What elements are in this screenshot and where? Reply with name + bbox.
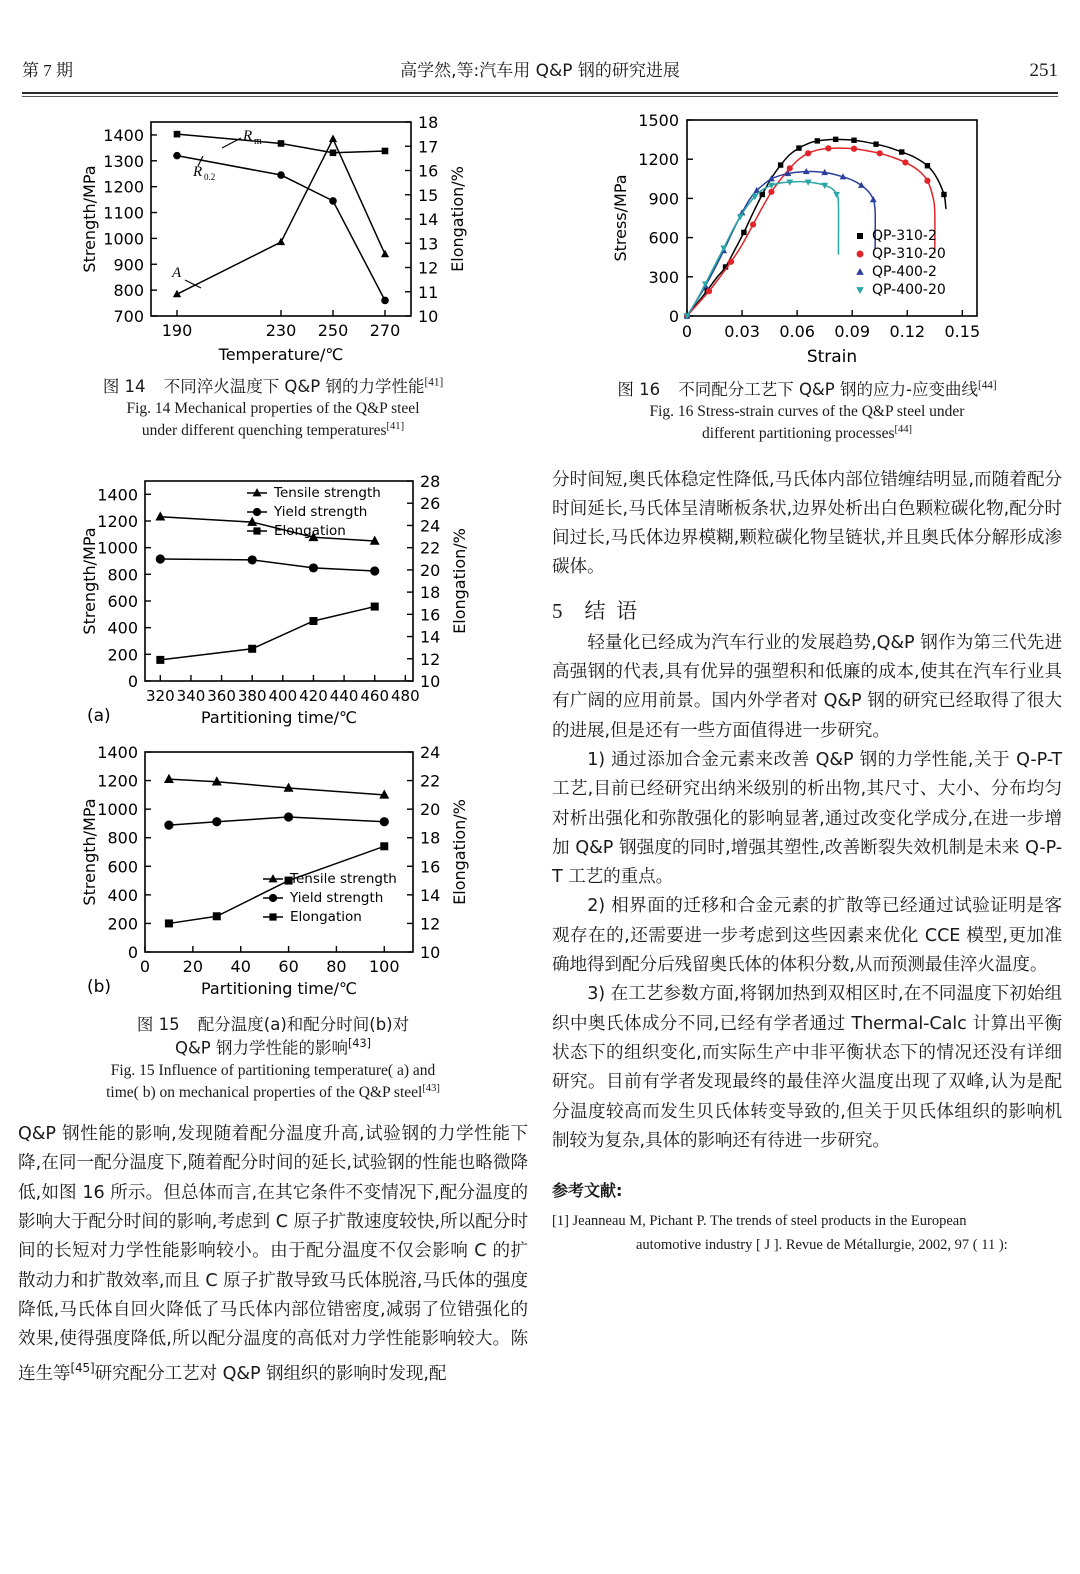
figure-16-caption-en-line2-wrap — [552, 423, 1062, 445]
svg-text:1500: 1500 — [638, 111, 679, 130]
references-heading: 参考文献: — [552, 1181, 623, 1201]
svg-text:Temperature/℃: Temperature/℃ — [218, 345, 344, 364]
svg-text:Strength/MPa: Strength/MPa — [80, 798, 99, 906]
reference-1-line1: [1] Jeanneau M, Pichant P. The trends of steel products in the European — [552, 1213, 967, 1230]
svg-text:60: 60 — [278, 956, 299, 976]
svg-text:700: 700 — [113, 307, 144, 326]
figure-14-caption-en-line2-wrap — [18, 420, 528, 442]
figure-16-caption-cn: 不同配分工艺下 Q&P 钢的应力-应变曲线 — [678, 380, 978, 399]
svg-text:420: 420 — [299, 686, 328, 705]
conclusion-point-1: 1) 通过添加合金元素来改善 Q&P 钢的力学性能,关于 Q-P-T 工艺,目前已经研究出纳米级别的析出物,其尺寸、大小、分布均匀对析出强化和弥散强化的影响显著,通过改变化学成分,在进一步增加 Q&P 钢强度的同时,增强其塑性,改善断裂失效机制是未来 Q-P-T 工艺的重点。 — [552, 749, 1062, 888]
figure-15-caption-en-ref: [43] — [422, 1082, 440, 1094]
svg-text:380: 380 — [237, 686, 267, 705]
svg-text:28: 28 — [420, 471, 441, 491]
svg-text:1200: 1200 — [97, 771, 138, 791]
svg-text:14: 14 — [420, 627, 441, 647]
svg-text:600: 600 — [107, 591, 138, 611]
svg-text:360: 360 — [207, 686, 236, 705]
svg-text:190: 190 — [161, 321, 193, 340]
svg-text:20: 20 — [420, 560, 441, 580]
svg-text:100: 100 — [369, 956, 400, 976]
running-head-title: 高学然,等:汽车用 Q&P 钢的研究进展 — [400, 61, 680, 81]
svg-text:A: A — [172, 265, 182, 281]
svg-text:Partitioning time/℃: Partitioning time/℃ — [200, 978, 358, 998]
svg-text:22: 22 — [420, 771, 441, 791]
svg-text:QP-400-20: QP-400-20 — [872, 282, 946, 298]
svg-text:Stress/MPa: Stress/MPa — [611, 174, 630, 262]
svg-text:(a): (a) — [87, 705, 111, 726]
svg-text:340: 340 — [176, 686, 206, 705]
right-column-body — [552, 466, 1062, 1258]
figure-15-caption-cn-line2: Q&P 钢力学性能的影响 — [174, 1038, 349, 1058]
figure-14-caption — [18, 375, 528, 443]
figure-16-caption-en-ref: [44] — [894, 424, 913, 436]
left-column-body — [18, 1120, 528, 1390]
svg-text:1000: 1000 — [103, 229, 144, 249]
svg-text:800: 800 — [113, 281, 144, 301]
svg-text:800: 800 — [107, 828, 138, 848]
svg-text:0.03: 0.03 — [724, 322, 760, 341]
svg-text:20: 20 — [420, 799, 441, 819]
svg-text:270: 270 — [369, 321, 401, 340]
svg-text:0.06: 0.06 — [779, 322, 815, 341]
left-paragraph-tail: 研究配分工艺对 Q&P 钢组织的影响时发现,配 — [94, 1364, 447, 1385]
svg-text:80: 80 — [326, 956, 347, 976]
svg-text:R: R — [193, 164, 203, 180]
figure-14-caption-cn-prefix: 图 14 — [102, 377, 146, 396]
svg-text:480: 480 — [391, 686, 420, 705]
svg-text:1400: 1400 — [103, 125, 144, 145]
right-paragraph-continued: 分时间短,奥氏体稳定性降低,马氏体内部位错缠结明显,而随着配分时间延长,马氏体呈清晰板条状,边界处析出白色颗粒碳化物,配分时间过长,马氏体边界模糊,颗粒碳化物呈链状,并且奥氏体分解形成渗碳体。 — [552, 469, 1062, 578]
svg-text:600: 600 — [107, 856, 138, 876]
svg-text:10: 10 — [420, 671, 441, 691]
svg-text:14: 14 — [420, 885, 441, 905]
running-head-issue: 第 7 期 — [22, 61, 73, 80]
figure-15b-plot — [73, 738, 473, 1003]
figure-15 — [18, 467, 528, 1105]
figure-16-caption-en-line1: Fig. 16 Stress-strain curves of the Q&P steel under — [649, 403, 965, 421]
figure-14-svg — [73, 104, 473, 369]
figure-15b-svg — [73, 738, 473, 1003]
svg-text:18: 18 — [420, 828, 441, 848]
running-head — [22, 56, 1058, 86]
svg-text:15: 15 — [418, 185, 439, 205]
svg-text:300: 300 — [648, 267, 679, 287]
figure-14-caption-cn-ref: [41] — [424, 376, 444, 389]
svg-text:11: 11 — [418, 282, 439, 302]
figure-15a-svg — [73, 467, 473, 732]
figure-15-caption-cn-line2-wrap — [18, 1036, 528, 1060]
figure-16 — [552, 104, 1062, 446]
svg-text:Elongation/%: Elongation/% — [450, 527, 469, 634]
svg-text:Elongation: Elongation — [290, 908, 362, 925]
svg-text:800: 800 — [107, 564, 138, 584]
svg-text:900: 900 — [648, 189, 679, 209]
svg-text:24: 24 — [420, 516, 441, 536]
svg-text:Elongation: Elongation — [274, 522, 346, 539]
svg-text:Elongation/%: Elongation/% — [450, 798, 469, 905]
svg-text:200: 200 — [107, 914, 138, 934]
figure-16-caption-cn-prefix: 图 16 — [617, 380, 661, 399]
conclusion-intro-paragraph: 轻量化已经成为汽车行业的发展趋势,Q&P 钢作为第三代先进高强钢的代表,具有优异的强塑积和低廉的成本,使其在汽车行业具有广阔的应用前景。国内外学者对 Q&P 钢的研究已经取得了很大的进展,但是还有一些方面值得进一步研究。 — [552, 632, 1062, 741]
svg-text:460: 460 — [360, 686, 390, 705]
figure-15-caption-en-line2-wrap — [18, 1082, 528, 1104]
svg-text:0: 0 — [668, 307, 679, 326]
figure-15-caption-cn-ref: [43] — [348, 1037, 372, 1050]
figure-15-caption-cn-line1: 配分温度(a)和配分时间(b)对 — [197, 1014, 410, 1034]
svg-text:230: 230 — [265, 321, 297, 340]
figure-16-plot — [592, 104, 1022, 372]
svg-text:1400: 1400 — [97, 484, 138, 504]
svg-text:0.09: 0.09 — [834, 322, 871, 341]
figure-14-caption-en-line1: Fig. 14 Mechanical properties of the Q&P steel — [126, 400, 420, 418]
left-paragraph — [18, 1120, 528, 1390]
svg-text:Strength/MPa: Strength/MPa — [80, 165, 99, 273]
svg-text:400: 400 — [107, 618, 138, 638]
figure-15-caption-cn-prefix: 图 15 — [136, 1014, 180, 1034]
svg-text:16: 16 — [418, 161, 439, 181]
conclusion-point-3: 3) 在工艺参数方面,将钢加热到双相区时,在不同温度下初始组织中奥氏体成分不同,已经有学者通过 Thermal-Calc 计算出平衡状态下的组织变化,而实际生产中非平衡状态下的情况还没有详细研究。目前有学者发现最终的最佳淬火温度出现了双峰,认为是配分温度较高而发生贝氏体转变导致的,但关于贝氏体组织的影响机制较为复杂,具体的影响还有待进一步研究。 — [552, 984, 1062, 1151]
svg-text:18: 18 — [418, 113, 439, 132]
svg-text:18: 18 — [420, 582, 441, 602]
svg-text:16: 16 — [420, 856, 441, 876]
svg-text:200: 200 — [107, 644, 138, 664]
svg-text:10: 10 — [418, 307, 439, 326]
section-number: 5 — [552, 598, 565, 623]
header-divider-rule — [22, 92, 1058, 97]
svg-text:0: 0 — [681, 322, 693, 341]
svg-text:600: 600 — [648, 228, 679, 248]
svg-text:26: 26 — [420, 493, 441, 513]
svg-text:13: 13 — [418, 234, 439, 254]
conclusion-point-2: 2) 相界面的迁移和合金元素的扩散等已经通过试验证明是客观存在的,还需要进一步考虑到这些因素来优化 CCE 模型,更加准确地得到配分后残留奥氏体的体积分数,从而预测最佳淬火温度。 — [552, 896, 1062, 976]
section-heading-conclusion — [552, 595, 1062, 625]
svg-text:0.2: 0.2 — [204, 172, 216, 182]
figure-14 — [18, 104, 528, 443]
figure-16-caption — [552, 378, 1062, 446]
figure-16-caption-en-line2: different partitioning processes — [701, 425, 895, 443]
svg-text:1000: 1000 — [97, 799, 138, 819]
svg-text:900: 900 — [113, 255, 144, 275]
figure-15a-plot — [73, 467, 473, 732]
svg-text:12: 12 — [420, 649, 441, 669]
svg-text:0.12: 0.12 — [889, 322, 926, 341]
svg-text:22: 22 — [420, 538, 441, 558]
left-column — [18, 104, 528, 1390]
svg-text:R: R — [243, 128, 253, 144]
svg-text:Yield strength: Yield strength — [290, 889, 384, 906]
reference-item — [552, 1209, 1062, 1257]
left-paragraph-text: Q&P 钢性能的影响,发现随着配分温度升高,试验钢的力学性能下降,在同一配分温度下,随着配分时间的延长,试验钢的性能也略微降低,如图 16 所示。但总体而言,在其它条件不变情况下,配分温度的影响大于配分时间的影响,考虑到 C 原子扩散速度较快,所以配分时间的长短对力学性能影响较小。由于配分温度不仅会影响 C 的扩散动力和扩散效率,而且 C 原子扩散导致马氏体脱溶,马氏体的强度降低,马氏体自回火降低了马氏体内部位错密度,减弱了位错强化的效果,使得强度降低,所以配分温度的高低对力学性能影响较大。陈连生等 — [18, 1124, 528, 1385]
svg-text:1000: 1000 — [97, 538, 138, 558]
figure-15-caption-en-line1: Fig. 15 Influence of partitioning temperature( a) and — [110, 1061, 436, 1079]
svg-text:1300: 1300 — [103, 151, 144, 171]
svg-text:10: 10 — [420, 942, 441, 962]
figure-16-svg — [592, 104, 1022, 372]
page-number: 251 — [1029, 60, 1058, 81]
svg-text:24: 24 — [420, 742, 441, 762]
svg-text:(b): (b) — [87, 976, 112, 997]
svg-text:QP-310-20: QP-310-20 — [872, 246, 946, 262]
figure-15-caption — [18, 1013, 528, 1105]
svg-text:40: 40 — [230, 956, 251, 976]
svg-text:0.15: 0.15 — [944, 322, 981, 341]
svg-text:400: 400 — [268, 686, 298, 705]
svg-text:Tensile strength: Tensile strength — [274, 484, 381, 501]
svg-text:1200: 1200 — [97, 511, 138, 531]
figure-15-caption-en-line2: time( b) on mechanical properties of the Q&P steel — [106, 1084, 423, 1102]
figure-14-caption-cn: 不同淬火温度下 Q&P 钢的力学性能 — [163, 377, 425, 396]
figure-14-plot — [73, 104, 473, 369]
section-title: 结 语 — [584, 598, 640, 623]
svg-text:Tensile strength: Tensile strength — [290, 870, 397, 887]
svg-text:Partitioning time/℃: Partitioning time/℃ — [200, 707, 358, 727]
svg-text:1200: 1200 — [638, 150, 679, 170]
figure-14-caption-en-ref: [41] — [386, 421, 405, 433]
svg-text:320: 320 — [145, 686, 175, 705]
svg-text:17: 17 — [418, 137, 439, 157]
svg-text:250: 250 — [317, 321, 349, 340]
svg-text:QP-310-2: QP-310-2 — [872, 228, 937, 244]
svg-text:1200: 1200 — [103, 177, 144, 197]
svg-text:0: 0 — [139, 956, 151, 976]
svg-text:QP-400-2: QP-400-2 — [872, 264, 937, 280]
svg-text:14: 14 — [418, 210, 439, 229]
svg-text:Yield strength: Yield strength — [274, 503, 368, 520]
figure-16-caption-cn-ref: [44] — [977, 379, 997, 392]
svg-text:0: 0 — [127, 671, 138, 691]
svg-text:440: 440 — [329, 686, 359, 705]
svg-text:400: 400 — [107, 885, 138, 905]
svg-text:12: 12 — [418, 258, 439, 278]
svg-text:Elongation/%: Elongation/% — [448, 166, 467, 272]
svg-text:Strain: Strain — [806, 347, 858, 367]
figure-14-caption-en-line2: under different quenching temperatures — [141, 422, 387, 440]
reference-1-line2: automotive industry [ J ]. Revue de Métallurgie, 2002, 97 ( 11 ): — [636, 1237, 1008, 1254]
svg-text:16: 16 — [420, 604, 441, 624]
svg-text:Strength/MPa: Strength/MPa — [80, 527, 99, 635]
svg-text:1400: 1400 — [97, 742, 138, 762]
svg-text:12: 12 — [420, 914, 441, 934]
right-column — [552, 104, 1062, 1257]
svg-text:1100: 1100 — [103, 203, 144, 223]
svg-text:m: m — [254, 136, 262, 147]
svg-text:0: 0 — [127, 942, 138, 962]
svg-text:20: 20 — [182, 956, 204, 976]
left-paragraph-ref: [45] — [70, 1361, 95, 1376]
